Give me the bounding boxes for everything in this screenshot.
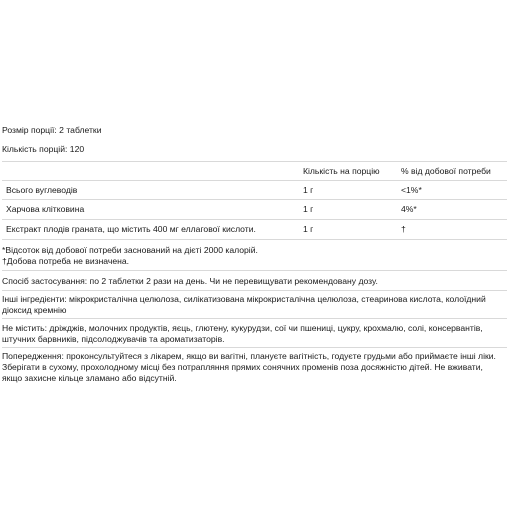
warning-line: якщо захисне кільце зламано або відсутній.	[2, 373, 177, 383]
divider	[2, 199, 507, 200]
ingredients-line: Інші інгредієнти: мікрокристалічна целюлоза, силікатизована мікрокристалічна целюлоза, стеаринова кислота, колоїдний	[2, 294, 486, 304]
warning-line: Зберігати в сухому, прохолодному місці без потрапляння прямих сонячних променів поза досяжністю дітей. Не вживати,	[2, 362, 483, 372]
table-row-amount: 1 г	[303, 224, 314, 234]
table-row-dv: <1%*	[401, 185, 422, 195]
servings-count: Кількість порцій: 120	[2, 144, 85, 154]
ingredients-line: діоксид кремнію	[2, 305, 67, 315]
table-row-dv: †	[401, 224, 406, 234]
divider	[2, 161, 507, 162]
table-row-amount: 1 г	[303, 204, 314, 214]
divider	[2, 219, 507, 220]
footnote: *Відсоток від добової потреби заснований на дієті 2000 калорій.	[2, 245, 258, 255]
free-from-line: штучних барвників, підсолоджувачів та ароматизаторів.	[2, 334, 225, 344]
free-from-line: Не містить: дріжджів, молочних продуктів, яєць, глютену, кукурудзи, сої чи пшениці, цукру, крохмалю, солі, консервантів,	[2, 323, 483, 333]
divider	[2, 290, 507, 291]
divider	[2, 270, 507, 271]
divider	[2, 318, 507, 319]
divider	[2, 239, 507, 240]
table-row-dv: 4%*	[401, 204, 417, 214]
table-row-name: Харчова клітковина	[6, 204, 85, 214]
table-header-amount: Кількість на порцію	[303, 166, 380, 176]
serving-size: Розмір порції: 2 таблетки	[2, 125, 102, 135]
table-row-name: Екстракт плодів граната, що містить 400 мг еллагової кислоти.	[6, 224, 256, 234]
table-row-amount: 1 г	[303, 185, 314, 195]
usage-text: Спосіб застосування: по 2 таблетки 2 рази на день. Чи не перевищувати рекомендовану дозу.	[2, 276, 378, 286]
divider	[2, 347, 507, 348]
divider	[2, 180, 507, 181]
footnote: †Добова потреба не визначена.	[2, 256, 130, 266]
warning-line: Попередження: проконсультуйтеся з лікарем, якщо ви вагітні, плануєте вагітність, годуєте грудьми або приймаєте інші ліки.	[2, 351, 496, 361]
table-row-name: Всього вуглеводів	[6, 185, 78, 195]
table-header-dv: % від добової потреби	[401, 166, 491, 176]
